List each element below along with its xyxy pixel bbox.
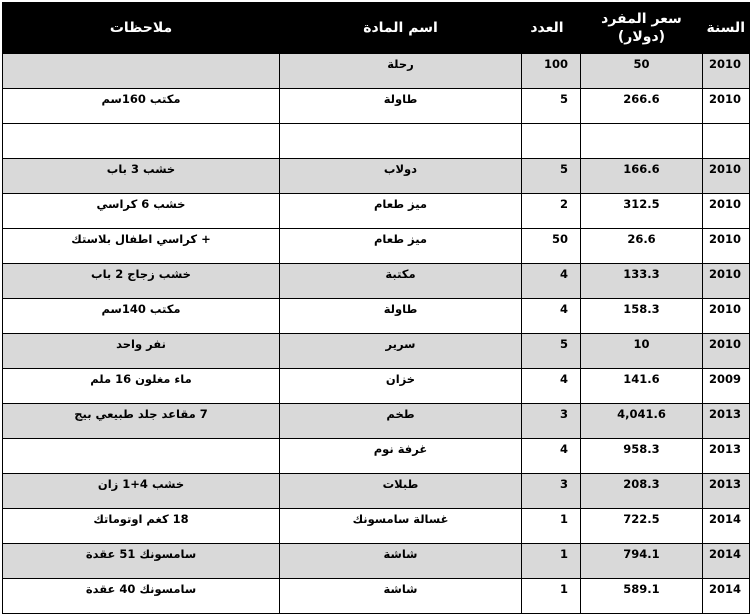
table-row — [3, 509, 750, 544]
cell-qty[interactable]: 5 — [522, 159, 581, 194]
items-table — [2, 2, 750, 614]
cell-notes[interactable]: نفر واحد — [3, 334, 280, 369]
cell-name[interactable]: طاولة — [280, 89, 522, 124]
cell-year[interactable]: 2013 — [703, 474, 750, 509]
cell-notes[interactable]: خشب 3 باب — [3, 159, 280, 194]
cell-price[interactable]: 133.3 — [581, 264, 703, 299]
cell-year[interactable]: 2014 — [703, 544, 750, 579]
table-row — [3, 369, 750, 404]
cell-notes[interactable]: ماء مغلون 16 ملم — [3, 369, 280, 404]
table-row — [3, 54, 750, 89]
cell-price[interactable]: 722.5 — [581, 509, 703, 544]
cell-name[interactable]: طاولة — [280, 299, 522, 334]
cell-price[interactable]: 141.6 — [581, 369, 703, 404]
cell-year[interactable]: 2010 — [703, 54, 750, 89]
table-row — [3, 194, 750, 229]
cell-notes[interactable]: خشب 6 كراسي — [3, 194, 280, 229]
cell-notes[interactable]: خشب 4+1 زان — [3, 474, 280, 509]
header-name[interactable]: اسم المادة — [280, 3, 522, 54]
cell-qty[interactable]: 1 — [522, 544, 581, 579]
table-body — [3, 54, 750, 614]
cell-year[interactable]: 2010 — [703, 334, 750, 369]
cell-qty[interactable]: 5 — [522, 334, 581, 369]
cell-name[interactable]: طبلات — [280, 474, 522, 509]
cell-name[interactable]: طخم — [280, 404, 522, 439]
cell-price[interactable]: 266.6 — [581, 89, 703, 124]
cell-qty[interactable] — [522, 124, 581, 159]
cell-year[interactable]: 2009 — [703, 369, 750, 404]
table-row — [3, 264, 750, 299]
table-row — [3, 89, 750, 124]
header-notes[interactable]: ملاحظات — [3, 3, 280, 54]
cell-notes[interactable]: خشب زجاج 2 باب — [3, 264, 280, 299]
cell-qty[interactable]: 100 — [522, 54, 581, 89]
cell-notes[interactable]: سامسونك 40 عقدة — [3, 579, 280, 614]
table-row — [3, 299, 750, 334]
cell-notes[interactable]: 7 مقاعد جلد طبيعي بيج — [3, 404, 280, 439]
cell-qty[interactable]: 3 — [522, 474, 581, 509]
cell-qty[interactable]: 1 — [522, 509, 581, 544]
cell-year[interactable]: 2010 — [703, 299, 750, 334]
cell-qty[interactable]: 50 — [522, 229, 581, 264]
cell-year[interactable]: 2010 — [703, 159, 750, 194]
cell-year[interactable] — [703, 124, 750, 159]
cell-price[interactable]: 794.1 — [581, 544, 703, 579]
cell-name[interactable] — [280, 124, 522, 159]
cell-price[interactable]: 50 — [581, 54, 703, 89]
cell-qty[interactable]: 5 — [522, 89, 581, 124]
cell-name[interactable]: غرفة نوم — [280, 439, 522, 474]
cell-year[interactable]: 2010 — [703, 89, 750, 124]
cell-price[interactable]: 589.1 — [581, 579, 703, 614]
cell-year[interactable]: 2010 — [703, 194, 750, 229]
cell-notes[interactable] — [3, 439, 280, 474]
table-row — [3, 439, 750, 474]
cell-name[interactable]: رحلة — [280, 54, 522, 89]
cell-year[interactable]: 2014 — [703, 579, 750, 614]
table-row — [3, 229, 750, 264]
cell-name[interactable]: دولاب — [280, 159, 522, 194]
cell-qty[interactable]: 3 — [522, 404, 581, 439]
cell-name[interactable]: شاشة — [280, 579, 522, 614]
cell-year[interactable]: 2010 — [703, 229, 750, 264]
cell-name[interactable]: ميز طعام — [280, 194, 522, 229]
header-price-line1: سعر المفرد — [601, 11, 682, 27]
header-price[interactable] — [581, 3, 703, 54]
cell-qty[interactable]: 4 — [522, 264, 581, 299]
cell-notes[interactable]: مكتب 140سم — [3, 299, 280, 334]
spreadsheet — [2, 2, 750, 614]
cell-price[interactable]: 208.3 — [581, 474, 703, 509]
cell-notes[interactable] — [3, 124, 280, 159]
cell-year[interactable]: 2013 — [703, 439, 750, 474]
cell-name[interactable]: ميز طعام — [280, 229, 522, 264]
cell-price[interactable]: 958.3 — [581, 439, 703, 474]
cell-qty[interactable]: 4 — [522, 439, 581, 474]
cell-notes[interactable]: 18 كغم اوتوماتك — [3, 509, 280, 544]
cell-price[interactable] — [581, 124, 703, 159]
cell-notes[interactable] — [3, 54, 280, 89]
cell-name[interactable]: مكتبة — [280, 264, 522, 299]
cell-qty[interactable]: 4 — [522, 369, 581, 404]
header-row — [3, 3, 750, 54]
cell-price[interactable]: 312.5 — [581, 194, 703, 229]
cell-name[interactable]: خزان — [280, 369, 522, 404]
header-year[interactable]: السنة — [703, 3, 750, 54]
cell-price[interactable]: 10 — [581, 334, 703, 369]
cell-notes[interactable]: مكتب 160سم — [3, 89, 280, 124]
table-row — [3, 474, 750, 509]
cell-year[interactable]: 2010 — [703, 264, 750, 299]
table-row — [3, 124, 750, 159]
header-qty[interactable]: العدد — [522, 3, 581, 54]
cell-name[interactable]: سرير — [280, 334, 522, 369]
header-price-line2: (دولار) — [617, 29, 666, 45]
table-row — [3, 404, 750, 439]
cell-notes[interactable]: سامسونك 51 عقدة — [3, 544, 280, 579]
cell-year[interactable]: 2014 — [703, 509, 750, 544]
cell-name[interactable]: غسالة سامسونك — [280, 509, 522, 544]
cell-price[interactable]: 166.6 — [581, 159, 703, 194]
cell-year[interactable]: 2013 — [703, 404, 750, 439]
cell-price[interactable]: 4,041.6 — [581, 404, 703, 439]
cell-qty[interactable]: 1 — [522, 579, 581, 614]
table-row — [3, 579, 750, 614]
cell-price[interactable]: 158.3 — [581, 299, 703, 334]
table-row — [3, 159, 750, 194]
cell-qty[interactable]: 4 — [522, 299, 581, 334]
cell-name[interactable]: شاشة — [280, 544, 522, 579]
table-row — [3, 544, 750, 579]
cell-notes[interactable]: + كراسي اطفال بلاستك — [3, 229, 280, 264]
cell-price[interactable]: 26.6 — [581, 229, 703, 264]
cell-qty[interactable]: 2 — [522, 194, 581, 229]
table-row — [3, 334, 750, 369]
